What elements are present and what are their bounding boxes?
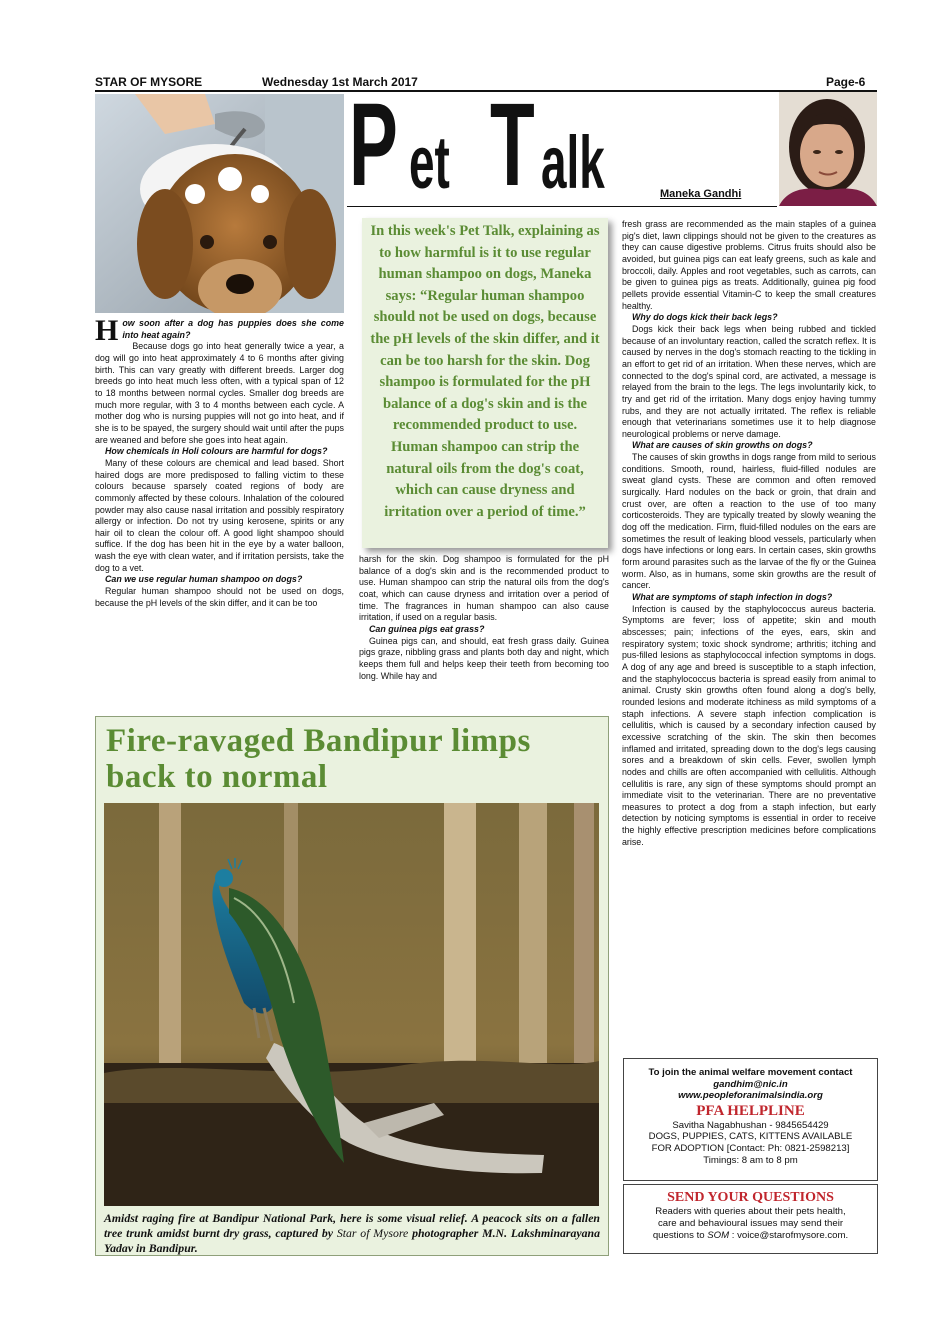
pfa-helpline-box	[623, 1058, 878, 1181]
masthead-letter-t: T	[490, 94, 535, 206]
answer-guinea-grass: Guinea pigs can, and should, eat fresh grass daily. Guinea pigs graze, nibbling grass and plants both day and night, which keeps them full and helps keep their teeth from becoming too long. While hay and	[359, 635, 609, 681]
author-photo	[779, 92, 877, 206]
question-guinea-grass: Can guinea pigs eat grass?	[369, 623, 485, 634]
page-number: Page-6	[826, 75, 866, 89]
answer-holi-colours: Many of these colours are chemical and lead based. Short haired dogs are more predisposed to falling victim to these colours because sparsely coated regions of body are commonly affected by these colours. Inhalation of the coloured powder may also cause nasal irritation and possibly respiratory allergy or infection. Do not try using kerosene, spirits or any hair oil to clean the colour off. A good light shampoo should suffice. If the dog has been hit in the eye by a water balloon, wash the eye with clean water, and if irritation persists, take the dog to a vet.	[95, 457, 344, 573]
article-column-3	[622, 219, 876, 1051]
masthead-rule	[347, 206, 777, 207]
pullquote-text: In this week's Pet Talk, explaining as to how harmful is it to use regular human shampoo on dogs, Maneka says: “Regular human shampoo should not be used on dogs, because the pH levels of the skin differ, and it can be too harsh for the skin. Dog shampoo is formulated for the pH balance of a dog's skin and is the recommended product to use. Human shampoo can strip the natural oils from the dog's coat, which can cause dryness and irritation over a period of time.”	[370, 223, 600, 520]
publication-date: Wednesday 1st March 2017	[262, 75, 418, 89]
header-rule	[95, 90, 877, 92]
send-questions-line2: care and behavioural issues may send their	[657, 1217, 844, 1229]
masthead-et: et	[409, 121, 450, 204]
article-column-2	[359, 554, 609, 710]
question-puppies-heat: ow soon after a dog has puppies does she come into heat again?	[122, 318, 344, 340]
peacock-caption: Amidst raging fire at Bandipur National Park, here is some visual relief. A peacock sits on a fallen tree trunk amidst burnt dry grass, captured by Star of Mysore photographer M.N. Lakshminarayana Yadav in Bandipur.	[104, 1211, 600, 1255]
answer-puppies-heat: Because dogs go into heat generally twice a year, a dog will go into heat approximately 4 to 6 months after giving birth. This can vary greatly with different breeds. Larger dog breeds go into heat much less often, with a typical span of 12 to 18 months between normal cycles. Smaller dog breeds are much more regular, with 3 to 4 months between each cycle. A mother dog who is nursing puppies will not go into heat, and if she is to be spayed, the surgery should wait until after the pups are weaned and before she goes into heat again.	[95, 341, 344, 445]
pfa-contact: Savitha Nagabhushan - 9845654429	[672, 1119, 829, 1131]
dog-bath-photo	[95, 94, 344, 313]
pfa-timings: Timings: 8 am to 8 pm	[703, 1154, 798, 1166]
peacock-photo	[104, 803, 599, 1206]
send-questions-line1: Readers with queries about their pets health,	[655, 1206, 846, 1217]
answer-human-shampoo: Regular human shampoo should not be used on dogs, because the pH levels of the skin differ, and it can be too	[95, 586, 344, 608]
answer-skin-growths: The causes of skin growths in dogs range from mild to serious conditions. Smooth, round, hairless, fluid-filled nodules are sweat gland cysts. These are common and often removed surgically. Hard nodules on the back or groin, that drain and crust over, are often a reaction to the use of too many corticosteroids. They are typically treated by slowly weaning the dog off the medication. Firm, fluid-filled nodules on the ears are sometimes the result of leaking blood vessels, particularly when dogs have infections or long ears. In certain cases, skin growths form around parasites such as the larvae of the fly or the Guinea worm. Also, as in humans, some skin growths are the result of cancer.	[622, 452, 876, 591]
answer-kick-legs: Dogs kick their back legs when being rubbed and tickled because of an involuntary reaction, called the scratch reflex. It is caused by nerves in the dog's stomach reacting to the tickling in an effort to get rid of an irritation. When these nerves, which are connected to the dog's spinal cord, are activated, a message is relayed from the brain to the legs. The legs involuntarily kick, to try and get rid of the irritation. Many dogs enjoy having tummy rubs, and they are not actually irritated. The reflex is reliable enough that veterinarians sometimes use it to help diagnose neurological problems or nerve damage.	[622, 323, 876, 439]
questions-email[interactable]: : voice@starofmysore.com.	[729, 1229, 849, 1241]
byline: Maneka Gandhi	[660, 188, 742, 200]
pfa-adoption-2: FOR ADOPTION [Contact: Ph: 0821-2598213]	[651, 1142, 850, 1154]
masthead-alk: alk	[541, 121, 605, 204]
answer-human-shampoo-cont: harsh for the skin. Dog shampoo is formulated for the pH balance of a dog's skin and is the recommended product to use. Human shampoo can strip the natural oils from the dog's coat, which can cause dryness and irritation over a period of time. The fragrances in human shampoo can also cause irritation, if used on a regular basis.	[359, 554, 609, 623]
pfa-join-line: To join the animal welfare movement contact	[648, 1067, 853, 1078]
answer-guinea-grass-cont: fresh grass are recommended as the main staples of a guinea pig's diet, lawn clippings should not be given to the creatures as they can cause digestive problems. Citrus fruits should also be avoided, but guinea pigs can eat leafy greens, such as kale and broccoli, daily. Apples and root vegetables, such as carrots, can be given to guinea pigs as treats. Additionally, guinea pig food pellets provide essential Vitamin-C to keep the small creatures healthy.	[622, 219, 876, 311]
send-questions-title: SEND YOUR QUESTIONS	[667, 1190, 834, 1205]
pfa-email[interactable]: gandhim@nic.in	[713, 1078, 788, 1090]
dropcap-h: H	[95, 318, 119, 347]
pet-talk-masthead	[347, 94, 777, 206]
question-holi-colours: How chemicals in Holi colours are harmful for dogs?	[105, 446, 328, 457]
pfa-adoption-1: DOGS, PUPPIES, CATS, KITTENS AVAILABLE	[648, 1131, 853, 1143]
question-skin-growths: What are causes of skin growths on dogs?	[632, 440, 813, 451]
pfa-helpline-title: PFA HELPLINE	[696, 1102, 805, 1119]
bandipur-story	[95, 716, 609, 1256]
bandipur-headline: Fire-ravaged Bandipur limps back to normal	[106, 723, 531, 795]
publication-name: STAR OF MYSORE	[95, 75, 203, 89]
question-kick-legs: Why do dogs kick their back legs?	[632, 312, 778, 323]
question-human-shampoo: Can we use regular human shampoo on dogs?	[105, 574, 303, 585]
masthead-letter-p: P	[349, 94, 398, 206]
send-questions-line3: questions to SOM : voice@starofmysore.com.	[652, 1229, 849, 1241]
answer-staph-infection: Infection is caused by the staphylococcus aureus bacteria. Symptoms are fever; loss of appetite; skin and mouth abscesses; pain; infections of the eyes, ears, skin and respiratory system; toxic shock syndrome; arthritis; itching and pus-filled lesions as staphylococcal infection symptoms in dogs. A dog of any age and breed is susceptible to a staph infection, and the staphylococcus bacteria is spread easily from animal to animal. Crusty skin growths often found along a dog's belly, rounded lesions and moderate itchiness as mild symptoms of a staph infections. A severe staph infection complication is cellulitis, which is caused by a secondary infection caused by excessive scratching of the skin. The skin then becomes inflamed and irritated, spreading down to the dog's legs causing sores and a breakdown of skin cells. Fever, swollen lymph nodes and chills are often accompanied with cellulitis. Although cellulitis is rare, any sign of these symptoms should prompt an immediate visit to the veterinarian. There are no preventative measures to protect a dog from a staph infection, but early detection by noticing symptoms is essential in order to receive the highly effective prescription medicines before complications arise.	[622, 603, 876, 847]
article-column-1	[95, 318, 344, 708]
pullquote-box	[362, 218, 608, 548]
send-questions-box	[623, 1184, 878, 1254]
question-staph-infection: What are symptoms of staph infection in dogs?	[632, 592, 833, 602]
pfa-website[interactable]: www.peopleforanimalsindia.org	[678, 1090, 823, 1102]
